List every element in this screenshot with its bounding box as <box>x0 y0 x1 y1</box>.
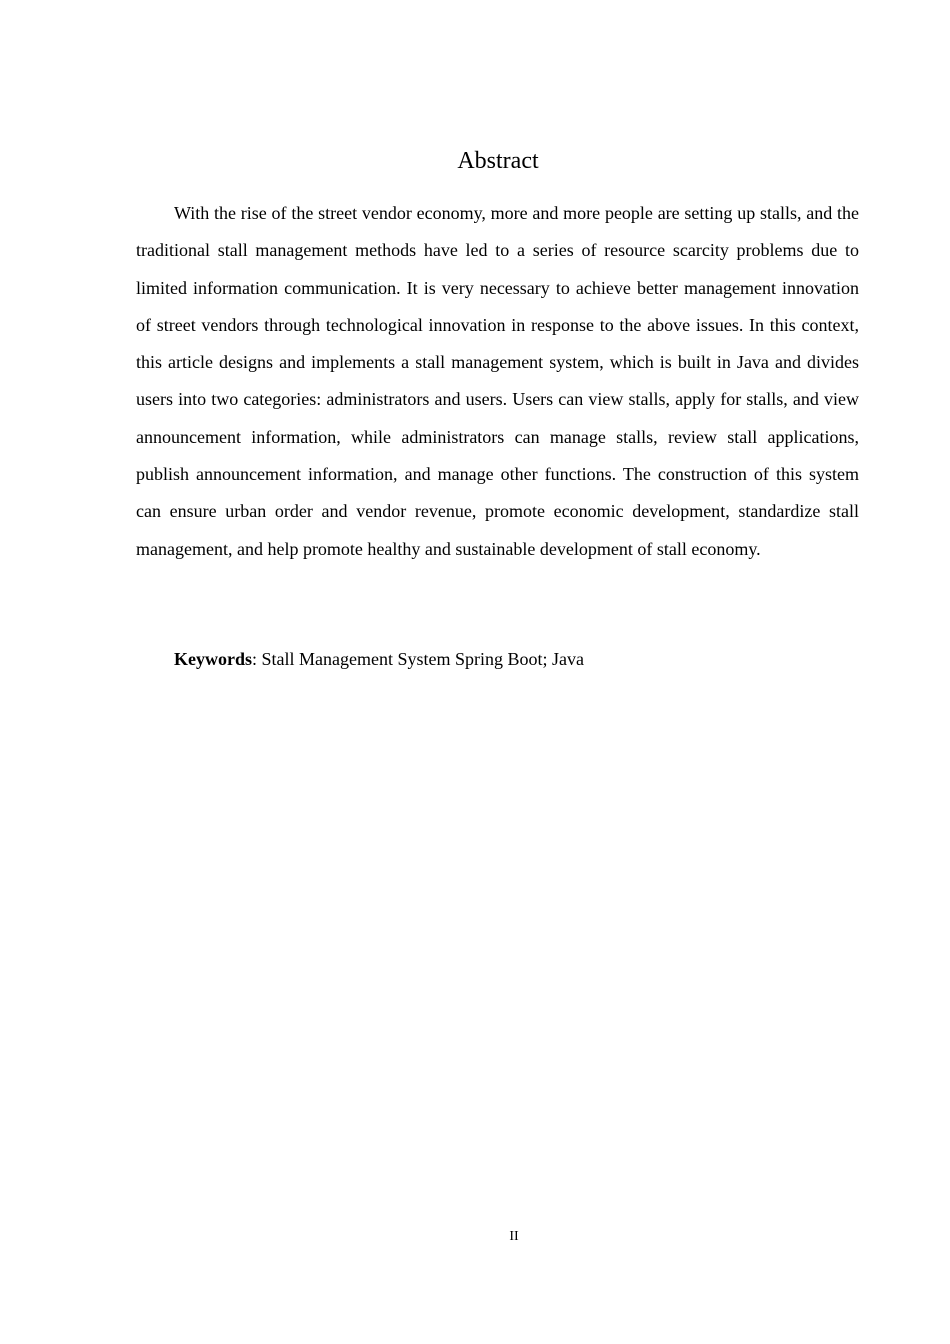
keywords-label: Keywords <box>174 649 252 669</box>
page-number: II <box>509 1229 519 1244</box>
keywords-line <box>174 641 859 677</box>
keywords-separator: : <box>252 649 262 669</box>
keywords-value: Stall Management System Spring Boot; Java <box>261 649 584 669</box>
abstract-paragraph: With the rise of the street vendor economy, more and more people are setting up stalls, and the traditional stall management methods have led to a series of resource scarcity problems due to limited information communication. It is very necessary to achieve better management innovation of street vendors through technological innovation in response to the above issues. In this context, this article designs and implements a stall management system, which is built in Java and divides users into two categories: administrators and users. Users can view stalls, apply for stalls, and view announcement information, while administrators can manage stalls, review stall applications, publish announcement information, and manage other functions. The construction of this system can ensure urban order and vendor revenue, promote economic development, standardize stall management, and help promote healthy and sustainable development of stall economy. <box>136 203 859 559</box>
abstract-title: Abstract <box>457 148 539 174</box>
